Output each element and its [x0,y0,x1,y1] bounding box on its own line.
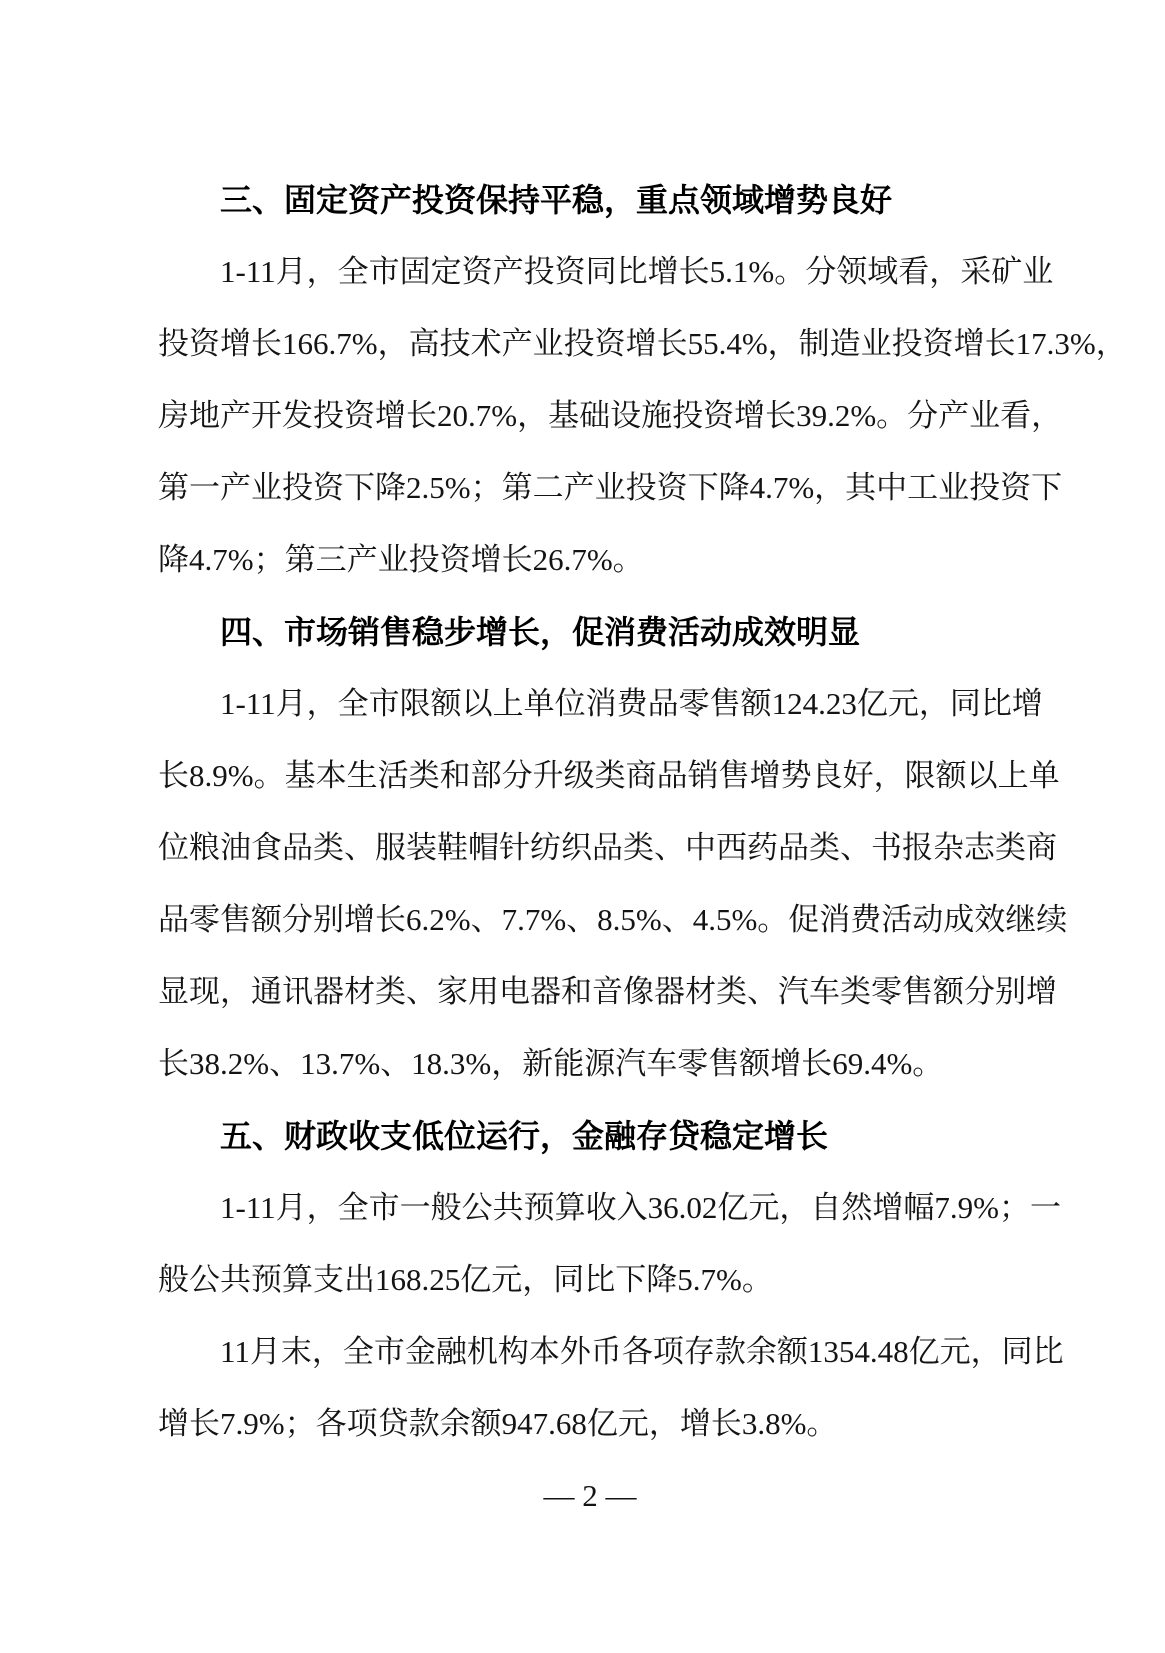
paragraph-line: 长8.9%。基本生活类和部分升级类商品销售增势良好，限额以上单 [158,758,1060,793]
paragraph-line: 品零售额分别增长6.2%、7.7%、8.5%、4.5%。促消费活动成效继续 [158,902,1068,937]
paragraph-line: 增长7.9%；各项贷款余额947.68亿元，增长3.8%。 [158,1406,838,1441]
section-fiscal-finance [158,1100,1064,1460]
section-4-heading: 四、市场销售稳步增长，促消费活动成效明显 [220,614,861,650]
paragraph-line: 长38.2%、13.7%、18.3%，新能源汽车零售额增长69.4%。 [158,1046,944,1081]
paragraph-line: 显现，通讯器材类、家用电器和音像器材类、汽车类零售额分别增 [158,974,1057,1009]
paragraph-line: 第一产业投资下降2.5%；第二产业投资下降4.7%，其中工业投资下 [158,470,1063,505]
paragraph-line: 1-11月，全市限额以上单位消费品零售额124.23亿元，同比增 [220,686,1043,721]
section-3-heading: 三、固定资产投资保持平稳，重点领域增势良好 [220,182,893,218]
section-market-sales [158,596,1068,1100]
paragraph-line: 降4.7%；第三产业投资增长26.7%。 [158,542,644,577]
paragraph-line: 1-11月，全市固定资产投资同比增长5.1%。分领域看，采矿业 [220,254,1054,289]
paragraph-line: 11月末，全市金融机构本外币各项存款余额1354.48亿元，同比 [220,1334,1064,1369]
document-body [158,164,1127,1532]
paragraph-line: 1-11月，全市一般公共预算收入36.02亿元，自然增幅7.9%；一 [220,1190,1061,1225]
paragraph-line: 般公共预算支出168.25亿元，同比下降5.7%。 [158,1262,773,1297]
section-5-heading: 五、财政收支低位运行，金融存贷稳定增长 [220,1118,829,1154]
section-fixed-asset-investment [158,164,1127,596]
paragraph-line: 房地产开发投资增长20.7%，基础设施投资增长39.2%。分产业看， [158,398,1063,433]
paragraph-line: 投资增长166.7%，高技术产业投资增长55.4%，制造业投资增长17.3%， [158,326,1127,361]
page-number: — 2 — [543,1478,637,1513]
paragraph-line: 位粮油食品类、服装鞋帽针纺织品类、中西药品类、书报杂志类商 [158,830,1057,865]
